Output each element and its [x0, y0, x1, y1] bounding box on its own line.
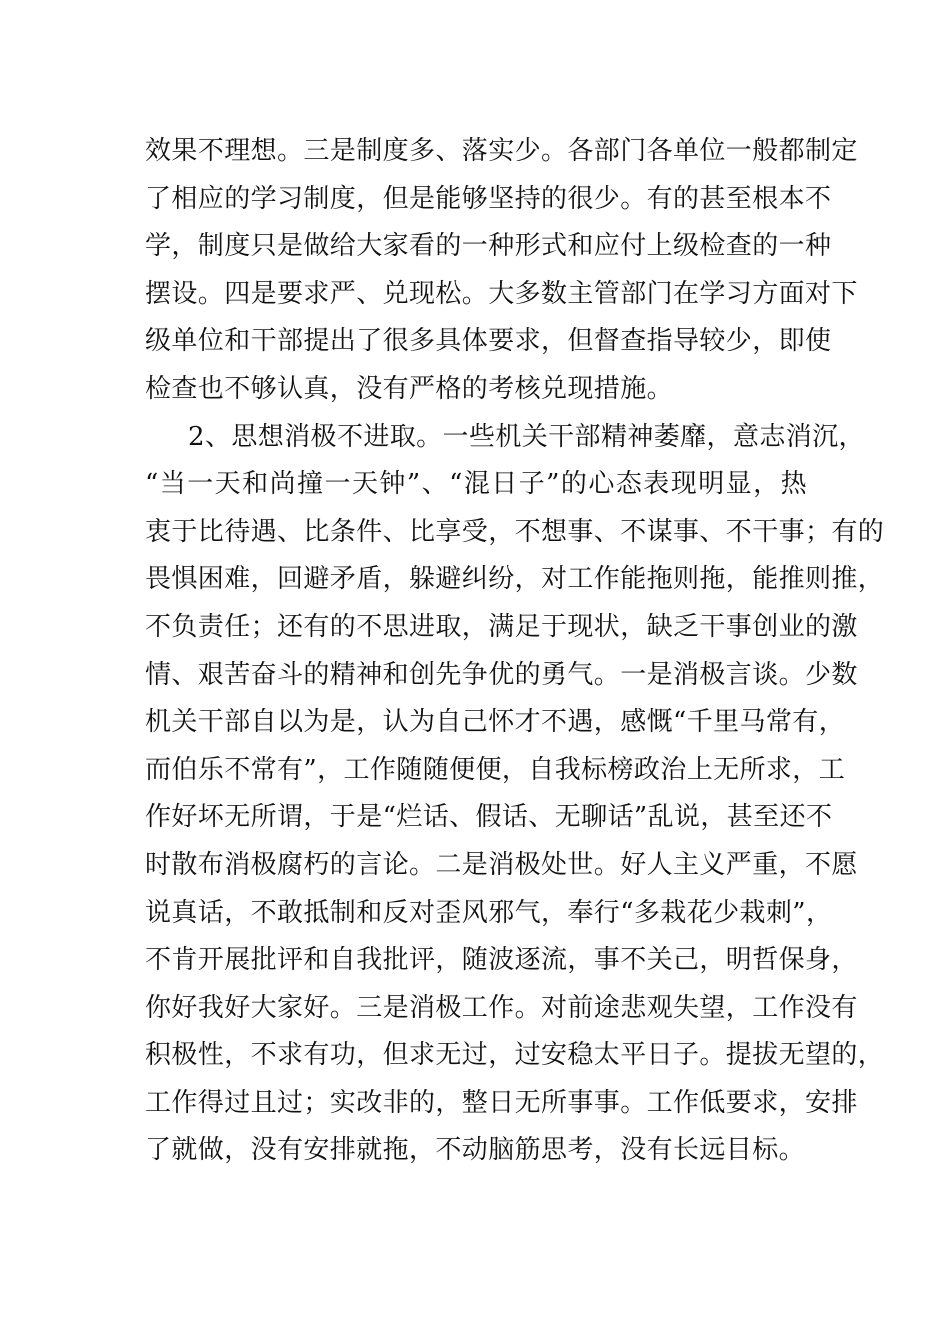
text-line: 积极性，不求有功，但求无过，过安稳太平日子。提拔无望的，: [145, 1040, 885, 1071]
text-line: 检查也不够认真，没有严格的考核兑现措施。: [145, 373, 674, 404]
text-line: 不负责任；还有的不思进取，满足于现状，缺乏干事创业的激: [145, 611, 858, 642]
text-line: 机关干部自以为是，认为自己怀才不遇，感慨“千里马常有，: [145, 707, 846, 738]
text-line: 你好我好大家好。三是消极工作。对前途悲观失望，工作没有: [145, 992, 858, 1023]
text-line: 级单位和干部提出了很多具体要求，但督查指导较少，即使: [145, 326, 832, 357]
paragraph-1: [145, 128, 858, 414]
text-line: 不肯开展批评和自我批评，随波逐流，事不关己，明哲保身，: [145, 945, 858, 976]
text-line: 学，制度只是做给大家看的一种形式和应付上级检查的一种: [145, 231, 832, 262]
paragraph-2: [145, 414, 885, 1176]
text-line: 摆设。四是要求严、兑现松。大多数主管部门在学习方面对下: [145, 278, 858, 309]
text-line: 说真话，不敢抵制和反对歪风邪气，奉行“多栽花少栽刺”，: [145, 897, 833, 928]
text-line: 畏惧困难，回避矛盾，躲避纠纷，对工作能拖则拖，能推则推，: [145, 564, 885, 595]
text-line: 衷于比待遇、比条件、比享受，不想事、不谋事、不干事；有的: [145, 516, 885, 547]
text-line: 时散布消极腐朽的言论。二是消极处世。好人主义严重，不愿: [145, 849, 858, 880]
text-line: 效果不理想。三是制度多、落实少。各部门各单位一般都制定: [145, 136, 858, 166]
text-line: 作好坏无所谓，于是“烂话、假话、无聊话”乱说，甚至还不: [145, 802, 833, 833]
text-line: 了相应的学习制度，但是能够坚持的很少。有的甚至根本不: [145, 183, 832, 214]
document-page: [145, 128, 885, 1175]
text-line: “当一天和尚撞一天钟”、“混日子”的心态表现明显，热: [145, 469, 807, 500]
text-line: 而伯乐不常有”，工作随随便便，自我标榜政治上无所求，工: [145, 754, 846, 785]
text-line: 2、思想消极不进取。一些机关干部精神萎靡，意志消沉，: [188, 421, 865, 452]
text-line: 情、艰苦奋斗的精神和创先争优的勇气。一是消极言谈。少数: [145, 659, 858, 690]
text-line: 工作得过且过；实改非的，整日无所事事。工作低要求，安排: [145, 1087, 858, 1118]
text-line: 了就做，没有安排就拖，不动脑筋思考，没有长远目标。: [145, 1135, 806, 1166]
